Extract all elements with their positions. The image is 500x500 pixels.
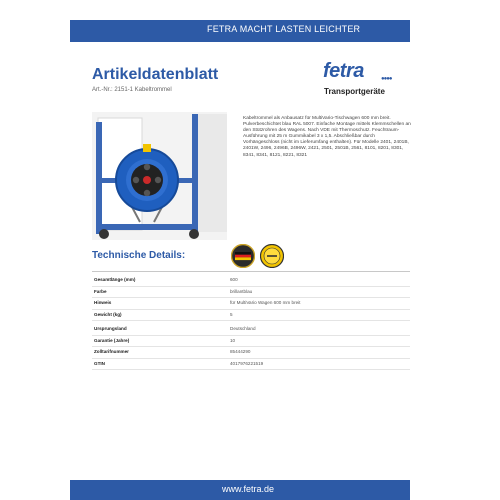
spec-label: Hinweis: [94, 300, 112, 305]
spec-value: 600: [230, 277, 238, 282]
section-title: Technische Details:: [92, 250, 186, 261]
table-row: [92, 359, 410, 371]
spec-value: für MultiVario Wagen 600 mm breit: [230, 300, 301, 305]
divider: [92, 271, 410, 272]
table-row: [92, 275, 410, 287]
spec-label: Gewicht (kg): [94, 311, 122, 317]
spec-value: brillantblau: [230, 288, 253, 294]
specs-table: [92, 275, 410, 370]
table-row: [92, 347, 410, 359]
spec-label: GTIN: [94, 360, 105, 366]
spec-value: 85444290: [230, 349, 251, 354]
spec-label: Garantie (Jahre): [94, 337, 130, 343]
spec-value: Deutschland: [230, 326, 256, 331]
10-years-guarantee-badge-icon: [260, 244, 284, 268]
spec-label: Gesamtlänge (mm): [94, 277, 136, 282]
footer-url-link[interactable]: www.fetra.de: [222, 484, 275, 494]
table-row: [92, 298, 410, 310]
logo-dots: ●●●●: [381, 76, 392, 82]
article-number: Art.-Nr.: 2151-1 Kabeltrommel: [92, 87, 172, 93]
header-slogan: FETRA MACHT LASTEN LEICHTER: [207, 24, 361, 34]
table-row: [92, 310, 410, 322]
page-title: Artikeldatenblatt: [92, 66, 219, 83]
logo-subtitle: Transportgeräte: [324, 87, 385, 96]
spec-label: Ursprungsland: [94, 326, 127, 331]
spec-value: 5: [230, 311, 233, 317]
made-in-germany-badge-icon: [231, 244, 255, 268]
spec-value: 10: [230, 337, 236, 343]
product-description: Kabeltrommel als Anbausatz für MultiVario-Tischwagen 600 mm breit. Pulverbeschichtet blau RAL 5007. Einfache Montage mittels Klemmschellen an den Stützrohren des Wagens. Nach VDE mit Thermoschutz. Feuchtraum-Ausführung mit 25 m Gummikabel 3 x 1,5. Abschließbar durch Vorhängeschloss (nicht im Lieferumfang enthalten). Für Modelle 2401, 2401B, 2401W, 2496, 2496B, 2496W, 2421, 2501, 2501B, 2561, 8101, 8201, 8301, 8341, 8341, 8121, 8221, 8321: [243, 116, 411, 158]
spec-value: 4017976221519: [230, 360, 264, 366]
product-image: [92, 112, 227, 240]
table-row: [92, 324, 410, 336]
fetra-logo[interactable]: fetra: [323, 60, 364, 82]
table-row: [92, 336, 410, 348]
spec-label: Zolltarifnummer: [94, 349, 129, 354]
spec-label: Farbe: [94, 288, 107, 294]
table-row: [92, 287, 410, 299]
